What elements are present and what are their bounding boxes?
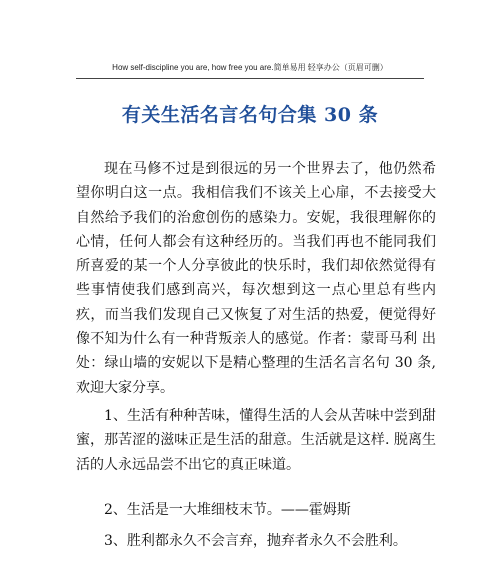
paragraph-quote-3 <box>76 529 436 553</box>
page-header: How self-discipline you are, how free you are.简单易用 轻享办公（页眉可删） <box>112 63 388 72</box>
paragraph-quote-2 <box>76 498 436 522</box>
paragraph-intro <box>76 157 436 400</box>
paragraph-text: 1、生活有种种苦味，懂得生活的人会从苦味中尝到甜蜜，那苦涩的滋味正是生活的甜意。生活就是这样. 脱离生活的人永远品尝不出它的真正味道。 <box>76 408 436 473</box>
paragraph-text: 3、胜利都永久不会言弃，抛弃者永久不会胜利。 <box>104 533 407 549</box>
paragraph-quote-1 <box>76 404 436 477</box>
header-divider <box>76 78 424 79</box>
paragraph-text: 2、生活是一大堆细枝末节。——霍姆斯 <box>104 502 351 518</box>
paragraph-text: 现在马修不过是到很远的另一个世界去了，他仍然希望你明白这一点。我相信我们不该关上心扉，不去接受大自然给予我们的治愈创伤的感染力。安妮，我很理解你的心情，任何人都会有这种经历的。当我们再也不能同我们所喜爱的某一个人分享彼此的快乐时，我们却依然觉得有些事情使我们感到高兴，每次想到这一点心里总有些内疚，而当我们发现自己又恢复了对生活的热爱，便觉得好像不知为什么有一种背叛亲人的感觉。作者：蒙哥马利 出处：绿山墙的安妮以下是精心整理的生活名言名句 30 条,欢迎大家分享。 <box>76 161 436 396</box>
document-title: 有关生活名言名句合集 30 条 <box>121 104 379 126</box>
